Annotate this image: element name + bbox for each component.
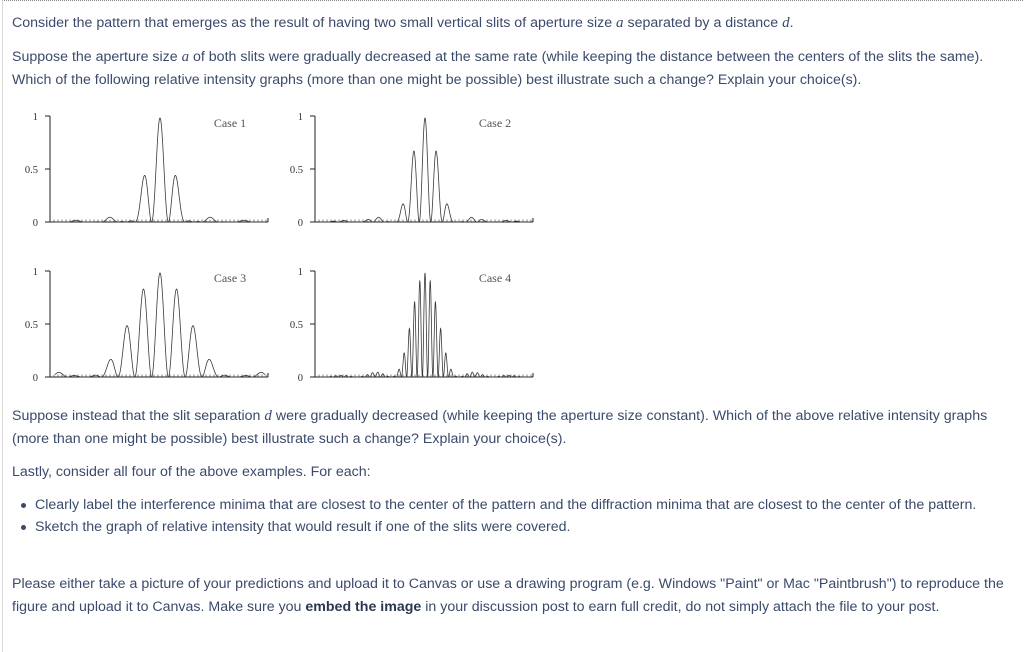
lastly-paragraph: Lastly, consider all four of the above examples. For each: (12, 464, 371, 480)
instruction-list (12, 494, 1002, 538)
intensity-curve (320, 273, 530, 377)
question1-text: Suppose the aperture size (12, 49, 182, 65)
question1-text-post: of both slits were gradually decreased at the same rate (while keeping the distance between the centers of the slits the same). Which of the following relative intensity graphs (more than one might be possible) best illustrate such a change? Explain your choice(s). (12, 49, 984, 88)
intensity-figure (0, 102, 560, 397)
y-tick-label: 0 (32, 373, 38, 384)
case-title: Case 2 (478, 116, 512, 130)
intro-paragraph (12, 12, 1012, 35)
var-a: a (181, 49, 190, 65)
y-tick-label: 0.5 (289, 165, 303, 176)
intensity-curve (55, 273, 265, 377)
y-tick-label: 0 (32, 218, 38, 229)
case-2-chart (290, 112, 533, 229)
var-a: a (616, 15, 624, 31)
intro-text: Consider the pattern that emerges as the result of having two small vertical slits of aperture size (12, 15, 617, 31)
intro-text-end: . (789, 15, 794, 31)
intensity-curve (55, 118, 265, 222)
embed-emphasis: embed the image (305, 599, 422, 615)
closing-text-post: in your discussion post to earn full credit, do not simply attach the file to your post. (421, 599, 940, 615)
y-tick-label: 1 (297, 267, 303, 278)
y-tick-label: 0 (297, 218, 303, 229)
case-title: Case 3 (213, 271, 247, 285)
case-3-chart (25, 267, 268, 384)
case-4-chart (290, 267, 533, 384)
var-d: d (264, 408, 272, 424)
question2-text: Suppose instead that the slit separation (12, 408, 265, 424)
question1-paragraph (12, 46, 1020, 92)
question2-text-post: were gradually decreased (while keeping the aperture size constant). Which of the above relative intensity graphs (more than one might be possible) best illustrate such a change? Explain your choice(s). (12, 408, 988, 447)
intensity-curve (320, 118, 530, 222)
case-title: Case 1 (213, 116, 247, 130)
intro-text-mid: separated by a distance (623, 15, 783, 31)
y-tick-label: 0.5 (24, 165, 38, 176)
y-tick-label: 1 (32, 267, 38, 278)
list-item: Sketch the graph of relative intensity that would result if one of the slits were covered. (12, 516, 1002, 538)
y-tick-label: 1 (297, 112, 303, 123)
closing-text: Please either take a picture of your predictions and upload it to Canvas or use a drawing program (e.g. Windows "Paint" or Mac "Paintbrush") to reproduce the figure and upload it to Canvas. Make sure you (12, 576, 1004, 615)
question2-paragraph (12, 405, 1002, 451)
y-tick-label: 0.5 (24, 320, 38, 331)
var-d: d (782, 15, 790, 31)
closing-paragraph (12, 573, 1020, 619)
case-1-chart (25, 112, 268, 229)
y-tick-label: 0 (297, 373, 303, 384)
list-item: Clearly label the interference minima that are closest to the center of the pattern and the diffraction minima that are closest to the center of the pattern. (12, 494, 1002, 516)
case-title: Case 4 (478, 271, 512, 285)
y-tick-label: 1 (32, 112, 38, 123)
y-tick-label: 0.5 (289, 320, 303, 331)
